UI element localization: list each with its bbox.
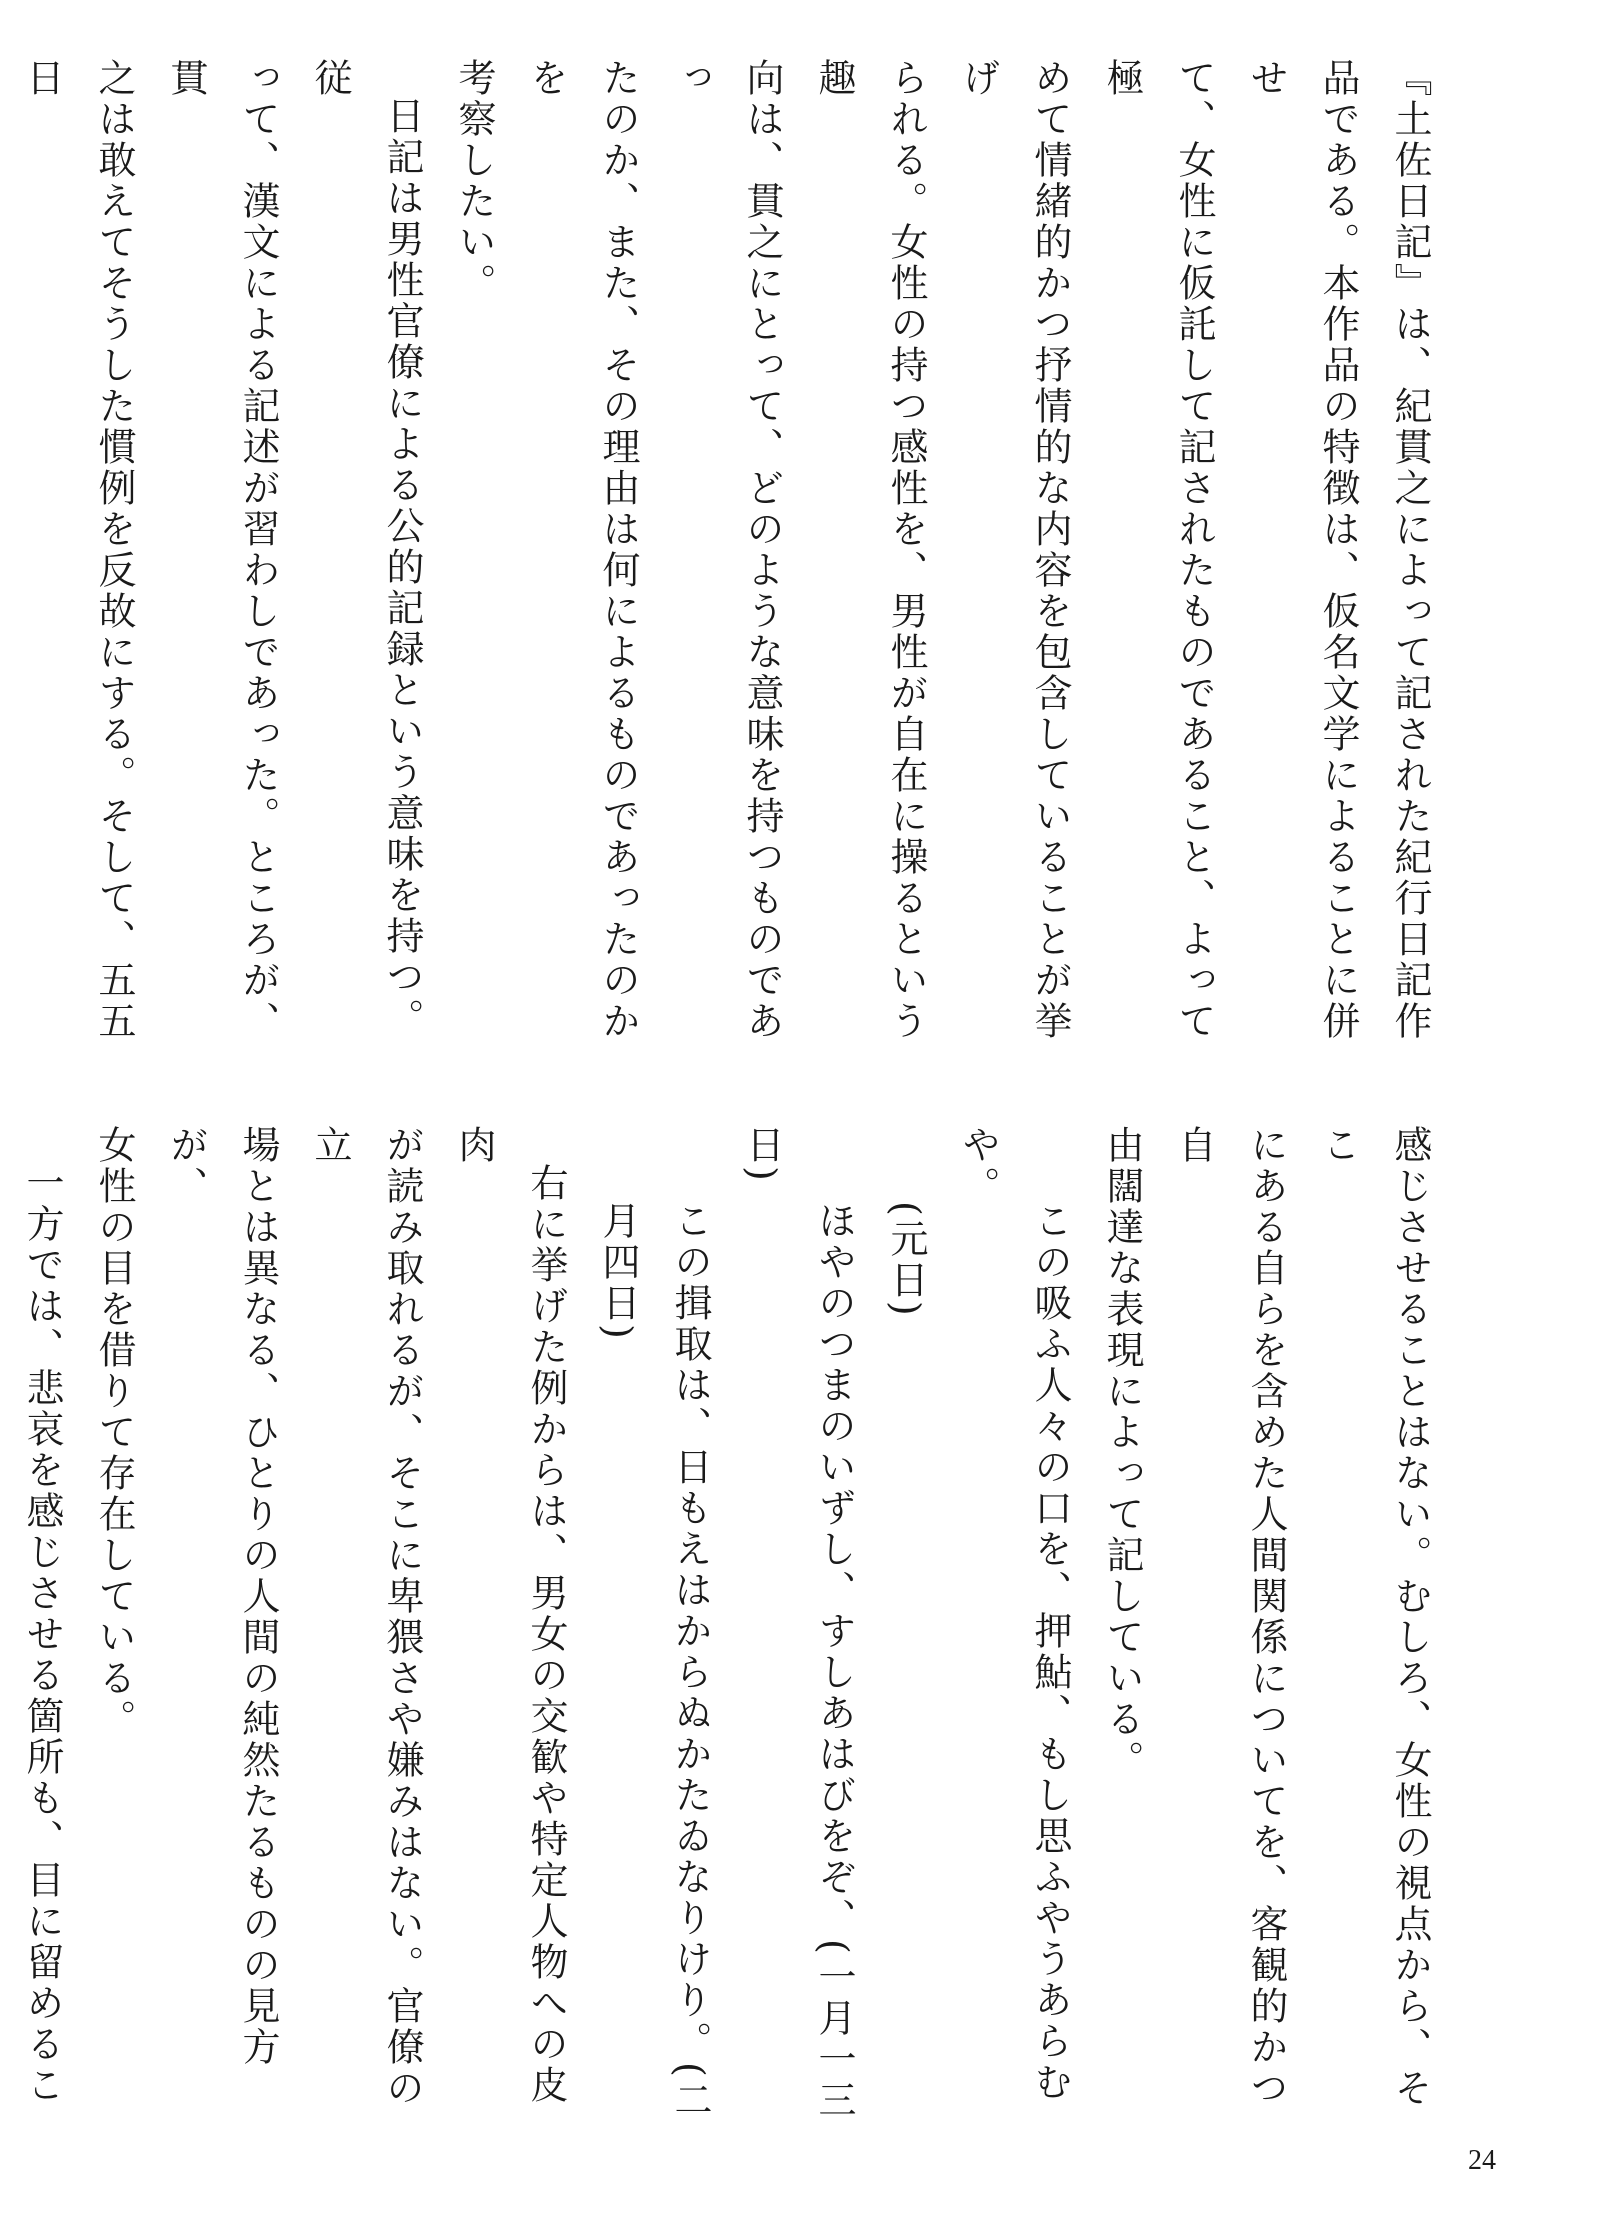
- text-line: 日記は男性官僚による公的記録という意味を持つ。従: [308, 58, 424, 1039]
- text-line: (元日): [884, 1201, 928, 1319]
- text-line: 考察したい。: [452, 58, 496, 304]
- text-line: 向は、貫之にとって、どのような意味を持つものであっ: [668, 58, 784, 1042]
- text-line: 女性の目を借りて存在している。: [92, 1125, 136, 1740]
- text-line: られる。女性の持つ感性を、男性が自在に操るという趣: [812, 58, 928, 1042]
- upper-text-block: [20, 58, 1446, 1058]
- text-line: って、漢文による記述が習わしであった。ところが、貫: [164, 58, 280, 1042]
- text-line: 由闊達な表現によって記している。: [1100, 1125, 1144, 1781]
- text-line: 場とは異なる、ひとりの人間の純然たるものの見方が、: [164, 1125, 280, 2068]
- text-line: この揖取は、日もえはからぬかたゐなりけり。(二: [668, 1201, 712, 2121]
- lower-text-block: [20, 1125, 1446, 2125]
- text-line: にある自らを含めた人間関係についてを、客観的かつ自: [1172, 1125, 1288, 2109]
- text-line: この吸ふ人々の口を、押鮎、もし思ふやうあらむや。: [956, 1125, 1072, 2103]
- text-line: が読み取れるが、そこに卑猥さや嫌みはない。官僚の立: [308, 1125, 424, 2109]
- text-line: 品である。本作品の特徴は、仮名文学によることに併せ: [1244, 58, 1360, 1042]
- text-line: めて情緒的かつ抒情的な内容を包含していることが挙げ: [956, 58, 1072, 1042]
- text-line: 月四日): [596, 1201, 640, 1342]
- text-line: [0, 58, 6, 1058]
- text-line: 右に挙げた例からは、男女の交歓や特定人物への皮肉: [452, 1125, 568, 2106]
- text-line: て、女性に仮託して記されたものであること、よって極: [1100, 58, 1216, 1042]
- text-line: 一方では、悲哀を感じさせる箇所も、目に留めるこ: [20, 1163, 64, 2106]
- text-line: 感じさせることはない。むしろ、女性の視点から、そこ: [1316, 1125, 1432, 2109]
- text-line: ほやのつまのいずし、すしあはびをぞ、(一月一三日): [740, 1125, 856, 2121]
- text-line: 『土佐日記』は、紀貫之によって記された紀行日記作: [1388, 58, 1432, 1042]
- text-line: たのか、また、その理由は何によるものであったのかを: [524, 58, 640, 1042]
- page-number: 24: [1468, 2145, 1496, 2176]
- text-line: 之は敢えてそうした慣例を反故にする。そして、五五日: [20, 58, 136, 1042]
